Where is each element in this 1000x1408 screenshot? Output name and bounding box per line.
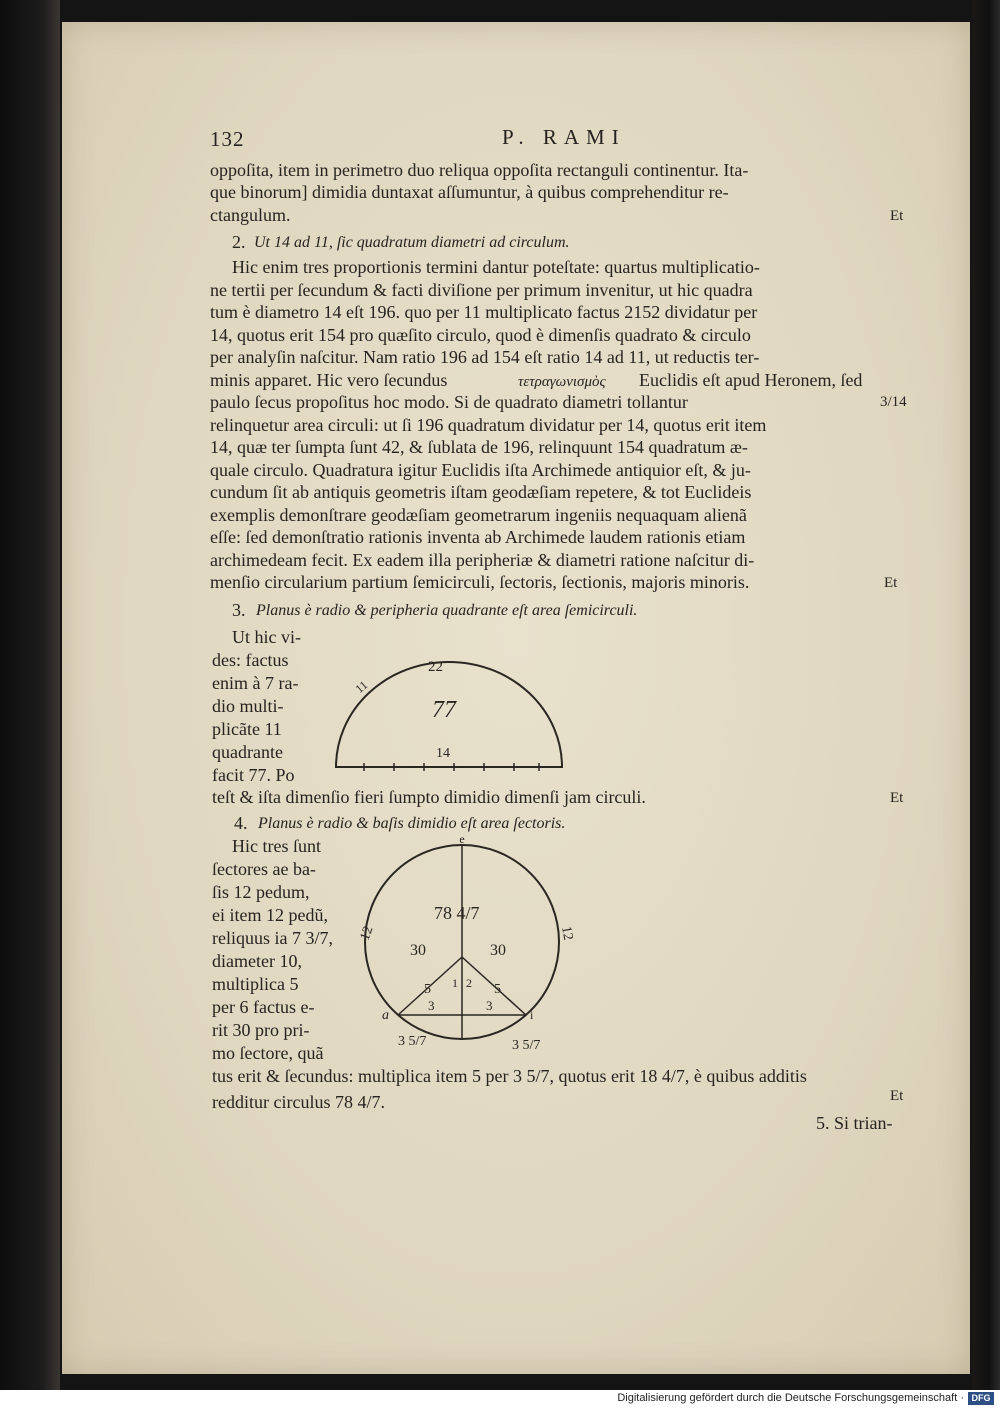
text-line: ne tertii per ſecundum & facti diviſione per primum invenitur, ut hic quadra	[210, 280, 753, 300]
text-line: teſt & iſta dimenſio fieri ſumpto dimidio dimenſi jam circuli.	[212, 787, 646, 807]
book-page	[62, 22, 970, 1374]
area-label: 77	[432, 697, 456, 723]
half-base-left-label: 3	[428, 998, 435, 1013]
text-line: archimedeam fecit. Ex eadem illa peripheriæ & diametri ratione naſcitur di-	[210, 550, 755, 570]
text-line: eſſe: ſed demonſtratio rationis inventa ab Archimede laudem rationis etiam	[210, 527, 746, 547]
text-line: diameter 10,	[212, 951, 302, 971]
radius-left-label: 5	[424, 982, 431, 997]
catchword: Et	[890, 208, 904, 224]
arc-right-label: 12	[558, 925, 576, 942]
text-line: tum è diametro 14 eſt 196. quo per 11 multiplicato factus 2152 dividatur per	[210, 302, 758, 322]
bottom-left-label: 3 5/7	[398, 1034, 427, 1049]
dfg-logo: DFG	[968, 1392, 994, 1405]
center-right-label: 2	[466, 976, 472, 990]
text-line: des: factus	[212, 650, 289, 670]
text-line: Euclidis eſt apud Heronem, ſed	[639, 370, 863, 390]
text-line: menſio circularium partium ſemicirculi, ſectoris, ſectionis, majoris minoris.	[210, 572, 750, 592]
text-line: exemplis demonſtrare geodæſiam geometrarum ingeniis nequaquam alienã	[210, 505, 747, 525]
text-line: ctangulum.	[210, 205, 291, 225]
point-a: a	[382, 1008, 389, 1023]
catchword: 5. Si trian-	[816, 1113, 893, 1133]
text-line: quadrante	[212, 742, 283, 762]
text-line: per analyſin naſcitur. Nam ratio 196 ad 154 eſt ratio 14 ad 11, ut reductis ter-	[210, 347, 760, 367]
point-i: i	[530, 1008, 534, 1022]
side-label: 11	[352, 677, 371, 696]
radius-right-label: 5	[494, 982, 501, 997]
semicircle-figure	[324, 642, 574, 772]
text-line: ſis 12 pedum,	[212, 882, 310, 902]
text-line: rit 30 pro pri-	[212, 1020, 310, 1040]
text-line: 14, quæ ter ſumpta ſunt 42, & ſublata de 196, relinquunt 154 quadratum æ-	[210, 437, 748, 457]
center-left-label: 1	[452, 976, 458, 990]
text-line: Hic enim tres proportionis termini dantur poteſtate: quartus multiplicatio-	[232, 257, 760, 277]
text-line: plicãte 11	[212, 719, 282, 739]
sector-right-label: 30	[490, 942, 506, 959]
text-line: facit 77. Po	[212, 765, 295, 785]
arc-left-label: 12	[357, 924, 377, 943]
text-line: cundum ſit ab antiquis geometris iſtam geodæſiam repetere, & tot Euclideis	[210, 482, 752, 502]
point-e: e	[459, 832, 465, 846]
footer-credit: Digitalisierung gefördert durch die Deutsche Forschungsgemeinschaft ·	[617, 1392, 964, 1404]
proposition-text: Ut 14 ad 11, ſic quadratum diametri ad circulum.	[254, 234, 570, 251]
scan-border-right	[972, 0, 1000, 1390]
text-line: Ut hic vi-	[232, 627, 301, 647]
text-line: 14, quotus erit 154 pro quæſito circulo, quod è dimenſis quadrato & circulo	[210, 325, 751, 345]
text-line: ei item 12 pedũ,	[212, 905, 328, 925]
text-line: ſectores ae ba-	[212, 859, 316, 879]
scan-border-left	[0, 0, 60, 1390]
text-line: enim à 7 ra-	[212, 673, 299, 693]
proposition-number: 4.	[234, 813, 248, 833]
proposition-number: 3.	[232, 600, 246, 620]
text-line: tus erit & ſecundus: multiplica item 5 per 3 5/7, quotus erit 18 4/7, è quibus additis	[212, 1066, 807, 1086]
text-line: que binorum] dimidia duntaxat aſſumuntur, à quibus comprehenditur re-	[210, 182, 729, 202]
text-line: mo ſectore, quã	[212, 1043, 324, 1063]
catchword: Et	[884, 575, 898, 591]
text-line: dio multi-	[212, 696, 284, 716]
text-line: relinquetur area circuli: ut ſi 196 quadratum dividatur per 14, quotus erit item	[210, 415, 767, 435]
catchword: Et	[890, 1088, 904, 1104]
text-line: redditur circulus 78 4/7.	[212, 1092, 385, 1112]
running-title: P. RAMI	[502, 125, 626, 149]
text-line: quale circulo. Quadratura igitur Euclidis iſta Archimede antiquior eſt, & ju-	[210, 460, 751, 480]
sector-left-label: 30	[410, 942, 426, 959]
catchword: Et	[890, 790, 904, 806]
text-line: paulo ſecus propoſitus hoc modo. Si de quadrato diametri tollantur	[210, 392, 688, 412]
proposition-number: 2.	[232, 232, 246, 252]
text-line: oppoſita, item in perimetro duo reliqua oppoſita rectanguli continentur. Ita-	[210, 160, 749, 180]
text-line: Hic tres ſunt	[232, 836, 321, 856]
text-line: minis apparet. Hic vero ſecundus	[210, 370, 448, 390]
text-line: per 6 factus e-	[212, 997, 315, 1017]
arc-label: 22	[428, 659, 443, 675]
text-line: multiplica 5	[212, 974, 299, 994]
digitization-footer	[0, 1390, 1000, 1408]
bottom-right-label: 3 5/7	[512, 1038, 541, 1053]
base-label: 14	[436, 746, 450, 761]
text-line: reliquus ia 7 3/7,	[212, 928, 333, 948]
circle-figure	[357, 832, 612, 1057]
half-base-right-label: 3	[486, 998, 493, 1013]
fraction: 3/14	[880, 394, 907, 410]
proposition-text: Planus è radio & baſis dimidio eſt area ſectoris.	[258, 815, 566, 832]
greek-word: τετραγωνισμὸς	[518, 374, 606, 390]
sector-top-label: 78 4/7	[434, 903, 480, 923]
proposition-text: Planus è radio & peripheria quadrante eſt area ſemicirculi.	[256, 602, 638, 619]
page-number: 132	[210, 127, 245, 151]
